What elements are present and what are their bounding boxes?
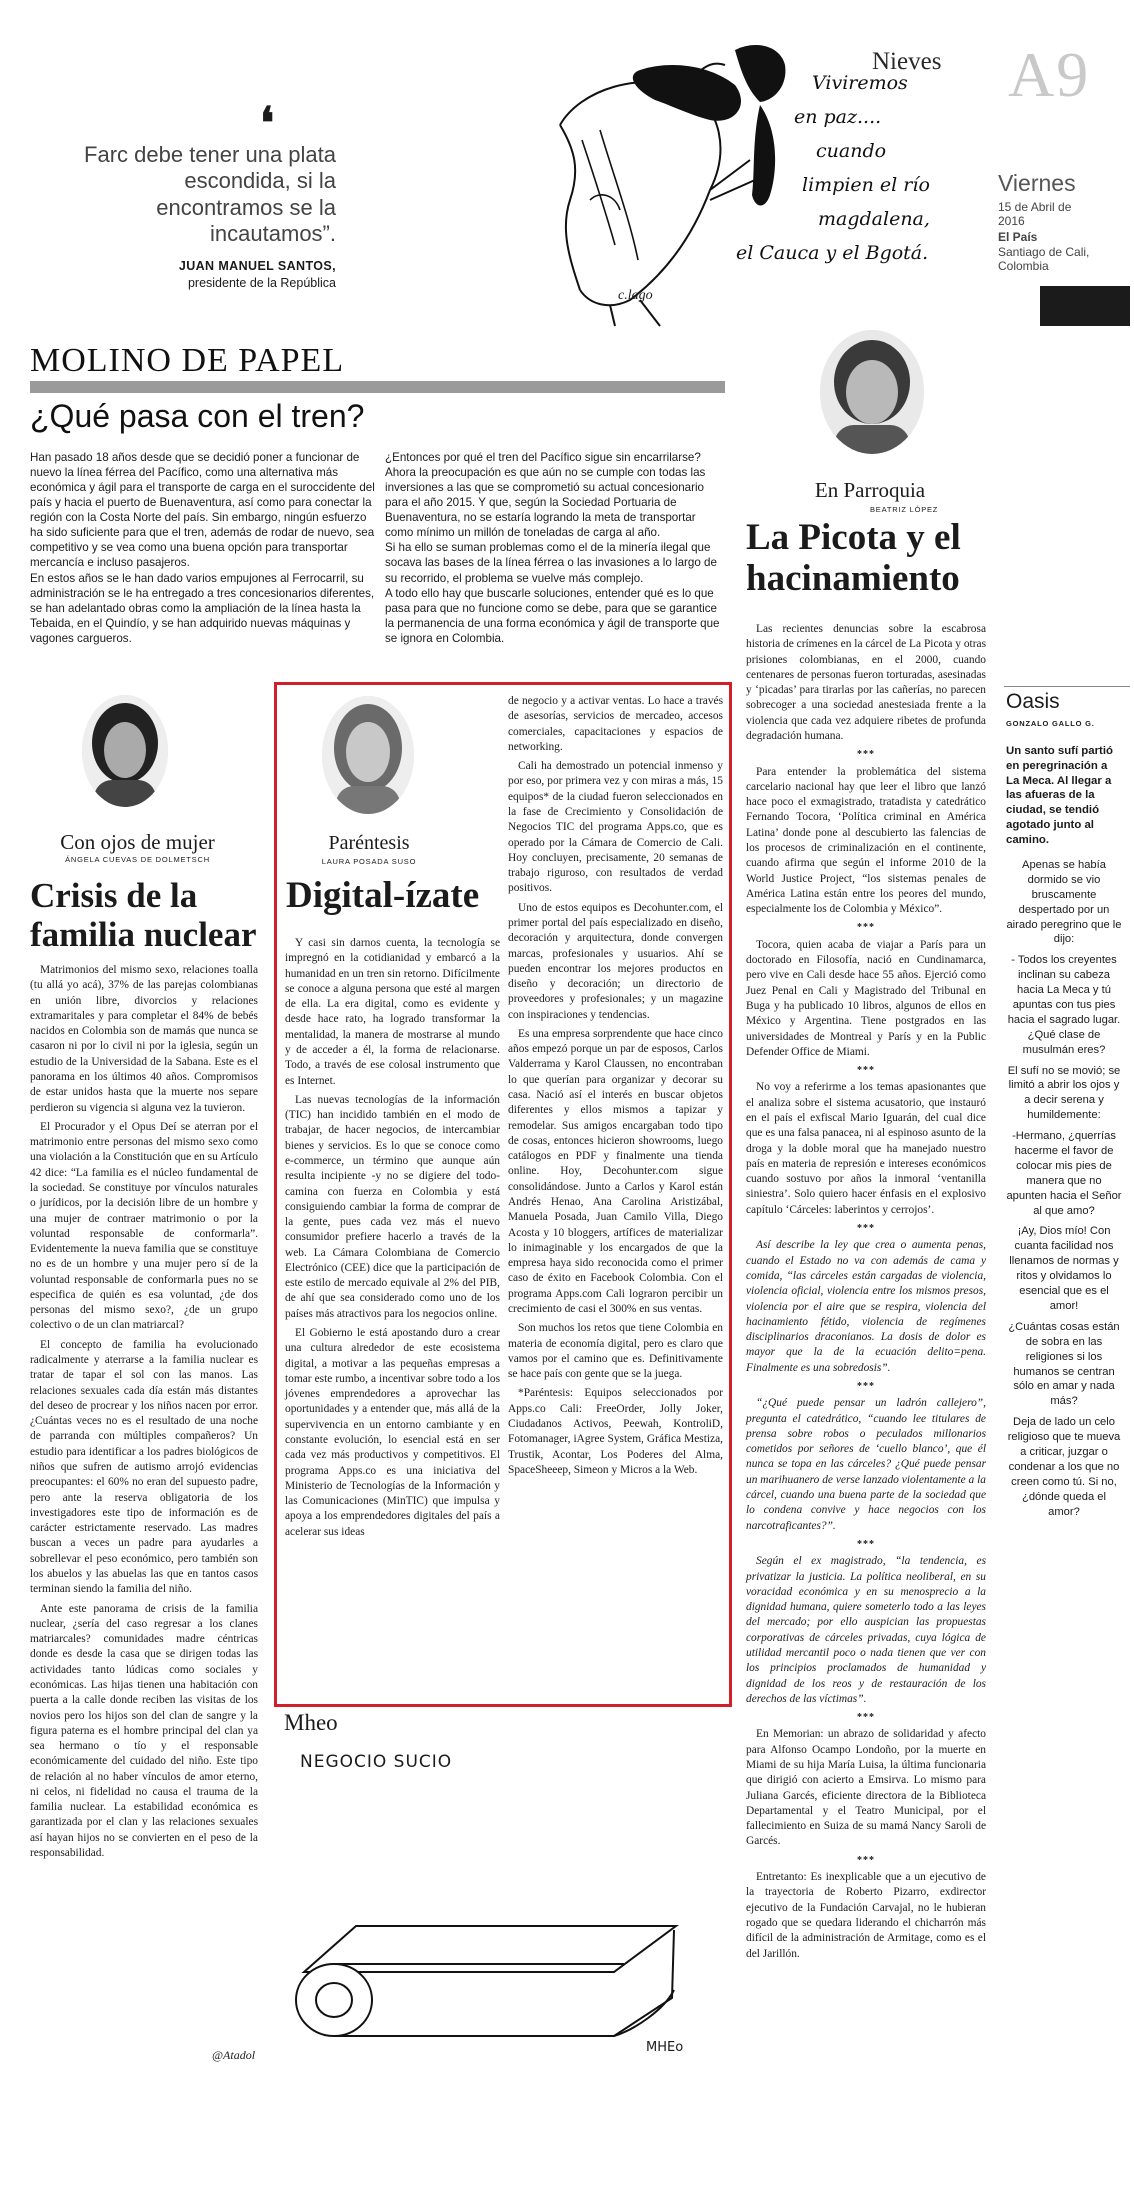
paragraph: -Hermano, ¿querrías hacerme el favor de colocar mis pies de manera que no apunten hacia el Señor al que amo? <box>1006 1130 1122 1217</box>
paragraph: Uno de estos equipos es Decohunter.com, el primer portal del país especializado en diseño, decoración y arquitectura, donde convergen marcas, profesionales y usuarios. Ahí se pueden encontrar los mejores productos en diseño y decoración; un directorio de proveedores y profesionales; y un magazine con inspiraciones y tendencias. <box>508 901 723 1021</box>
separator: *** <box>857 922 875 934</box>
ojos-body <box>30 963 258 1865</box>
paragraph: Apenas se había dormido se vio bruscamente despertado por un airado peregrino que le dijo: <box>1006 859 1122 946</box>
oasis-lead: Un santo sufí partió en peregrinación a La Meca. Al llegar a las afueras de la ciudad, se tendió agotado junto al camino. <box>1006 745 1113 846</box>
section-rule <box>30 381 725 393</box>
paragraph: ¡Ay, Dios mío! Con cuanta facilidad nos llenamos de normas y ritos y olvidamos lo esencial que es el amor! <box>1009 1225 1119 1312</box>
paragraph: *Paréntesis: Equipos seleccionados por Apps.co Cali: FreeOrder, Jolly Joker, Ciudadanos Activos, Peewah, KontroliD, Fotomanager, iAgree System, Gráfica Mestiza, Trustik, Acontar, Los Poderes del Alma, SpaceSheeep, Simeon y Micros a la Web. <box>508 1387 723 1476</box>
header-right-bar <box>1040 286 1130 326</box>
oasis-kicker: Oasis <box>1006 690 1060 713</box>
portrait-photo <box>82 695 168 807</box>
parentesis-col1 <box>285 936 500 1544</box>
separator: *** <box>857 1538 875 1550</box>
paragraph: Ante este panorama de crisis de la familia nuclear, ¿sería del caso regresar a los clanes matriarcales? comunidades madre céntricas donde es desde la casa que se dirigen todas las actividades tanto lúdicas como sociales y económicas. Las hijas tienen una habitación con puerta a la calle donde reciben las visitas de los novios pero los hijos son del clan de sangre y la figura paterna es el hombre principal del clan ya sea hermano o tío y el responsable económicamente del cuidado del niño. Este tipo de relación al no haber vínculos de amor eterno, ni celos, ni fidelidad no causa el trauma de la familia nuclear. La estabilidad económica es garantizada por el clan y las relaciones sexuales así hayan hijos no se convierten en el peso de la responsabilidad. <box>30 1602 258 1860</box>
paragraph: de negocio y a activar ventas. Lo hace a través de asesorías, servicios de mercadeo, accesos comerciales, capacitaciones y espacios de networking. <box>508 695 723 753</box>
paragraph: Entretanto: Es inexplicable que a un ejecutivo de la trayectoria de Roberto Pizarro, exdirector ejecutivo de la Fundación Carvajal, no le hubieran rogado que se quedara liderando el chicharrón más difícil de la administración de Armitage, como es el del Jarillón. <box>746 1871 986 1960</box>
parentesis-headline: Digital-ízate <box>286 875 480 916</box>
column-byline: BEATRIZ LÓPEZ <box>870 505 939 514</box>
paragraph: Así describe la ley que crea o aumenta penas, cuando el Estado no va con además de cama y comida, “las cárceles están cargadas de violencia, violencia oficial, violencia entre los mismos presos, violencia por el aire que se respira, violencia del hacinamiento fétido, violencia de regímenes disciplinarios draconianos. La dosis de dolor es mayor que la de la ecuación delito=pena. Finalmente es una sobredosis”. <box>746 1239 986 1374</box>
author-portrait-beatriz <box>820 330 924 454</box>
cartoon-bottom <box>284 1740 724 2070</box>
separator: *** <box>857 1380 875 1392</box>
cartoon-signature: c.lago <box>618 288 653 303</box>
paragraph: En Memorian: un abrazo de solidaridad y afecto para Alfonso Ocampo Londoño, por la muerte en Miami de su hija María Luisa, la última funcionaria que dirigió con acierto a Emsirva. Lo mismo para Juliana Garcés, eficiente directora de la Biblioteca Departamental y el Teatro Municipal, por el fallecimiento en Suiza de su mamá Nancy Saroli de Garcés. <box>746 1728 986 1848</box>
separator: *** <box>857 1223 875 1235</box>
paragraph: El sufí no se movió; se limitó a abrir los ojos y a decir serena y humildemente: <box>1007 1064 1121 1122</box>
parroquia-headline: La Picota y el hacinamiento <box>746 517 961 600</box>
separator: *** <box>857 1065 875 1077</box>
oasis-rule <box>1004 686 1130 687</box>
cartoon-signature: MHEo <box>646 2040 684 2055</box>
quote-mark-icon: ❛ <box>260 99 275 148</box>
author-handle: @Atadol <box>212 2048 256 2062</box>
caption-line: Viviremos <box>812 72 908 94</box>
cartoon-top <box>520 30 980 330</box>
paragraph: “¿Qué puede pensar un ladrón callejero”, pregunta el catedrático, “cuando lee titulares de prensa sobre robos o peculados millonarios cometidos por señores de ‘cuello blanco’, que él nunca se topa en las cárceles? ¿Qué puede pensar un marihuanero de verse lanzado violentamente a la cárcel, cuando una buena parte de la sociedad que lo condena convive y hace negocios con los narcotraficantes?”. <box>746 1397 986 1532</box>
paragraph: Según el ex magistrado, “la tendencia, es privatizar la justicia. La política neoliberal, en su voracidad económica y en su menosprecio a la dignidad humana, quiere someterlo todo a las leyes del mercado; por ello auspician las propuestas corporativas de cárceles privadas, cuya lógica de utilidad mercantil poco o nada tienen que ver con los principios proclamados de humanidad y dignidad de los reos y de restauración de los derechos de las víctimas”. <box>746 1555 986 1705</box>
edition-day: Viernes <box>998 170 1076 196</box>
portrait-photo <box>322 696 414 814</box>
section-title: MOLINO DE PAPEL <box>30 342 345 379</box>
column-byline: LAURA POSADA SUSO <box>321 857 417 866</box>
column-kicker: Con ojos de mujer <box>60 830 215 854</box>
column-kicker: Paréntesis <box>328 832 410 854</box>
author-portrait-angela <box>82 695 168 807</box>
page-number: A9 <box>1008 39 1091 110</box>
paragraph: El Gobierno le está apostando duro a crear una cultura alrededor de este ecosistema digital, a motivar a las pequeñas empresas a tomar este rumbo, a incentivar sobre todo a los jóvenes emprendedores a aprovechar las oportunidades y a entender que, más allá de la supervivencia en un entorno cambiante y en constante evolución, lo esencial está en ser cada vez más productivos y competitivos. El programa Apps.co es una iniciativa del Ministerio de Tecnologías de la Información y las Comunicaciones (MinTIC) que impulsa y apoya a los emprendedores digitales del país a acelerar sus ideas <box>285 1327 500 1538</box>
paragraph: Y casi sin darnos cuenta, la tecnología se impregnó en la cotidianidad y embarcó a la humanidad en un tren sin retorno. Difícilmente se conoce a alguna persona que esté al margen de ella. La era digital, como es evidente y desde hace rato, ha logrado transformar la mentalidad, la manera de mostrarse al mundo y de acceder a él, la forma de relacionarse. Todo, a través de ese colosal instrumento que es Internet. <box>285 937 500 1087</box>
author-portrait-laura <box>322 696 414 814</box>
edition-paper: El País <box>998 230 1038 244</box>
caption-line: limpien el río <box>802 174 930 196</box>
oasis-byline: GONZALO GALLO G. <box>1006 719 1095 728</box>
separator: *** <box>857 1854 875 1866</box>
quote-text: Farc debe tener una plata escondida, si la encontramos se la incautamos”. <box>84 142 336 247</box>
quote-author: JUAN MANUEL SANTOS, <box>178 259 336 273</box>
caption-line: cuando <box>816 140 887 162</box>
molino-col1: Han pasado 18 años desde que se decidió poner a funcionar de nuevo la línea férrea del Pacífico, como una alternativa más económica y ágil para el transporte de carga en el suroccidente del país y hacia el puerto de Buenaventura, así como para conectar la región con la Costa Norte del país. Sin embargo, ningún esfuerzo ha sido suficiente para que el tren, además de rodar de nuevo, sea competitivo y se vea como una buena opción para transportar mercancía e incluso pasajeros. En estos años se le han dado varios empujones al Ferrocarril, su administración se le ha entregado a tres concesionarios diferentes, se han adelantado obras como la ampliación de la línea hasta la Tebaida, en el Quindío, y se han adquirido nuevas máquinas y vagones cargueros. <box>30 451 375 645</box>
column-kicker: En Parroquia <box>814 478 926 502</box>
paragraph: Tocora, quien acaba de viajar a París para un doctorado en Filosofía, nació en Cundinamarca, pero vive en Cali desde hace 55 años. Ejerció como Juez Penal en Cali y Magistrado del Tribunal en Buga y ha publicado 10 libros, algunos de ellos en México y Argentina. Tiene postgrados en las universidades de Montreal y París y en la Public Defender Office de Miami. <box>746 938 986 1058</box>
paragraph: Cali ha demostrado un potencial inmenso y por eso, por primera vez y con miras a más, 15 equipos* de la ciudad fueron seleccionados en la fase de Crecimiento y Consolidación de Negocios TIC del programa Apps.co, que es operado por la Cámara de Comercio de Cali. Hoy concluyen, precisamente, 20 semanas de trabajo riguroso, con resultados de verdad positivos. <box>508 760 723 895</box>
caption-line: el Cauca y el Bgotá. <box>736 242 929 264</box>
paragraph: No voy a referirme a los temas apasionantes que el analiza sobre el sistema acusatorio, que instauró en el país el exfiscal Mario Iguarán, del cual dice que es una falsa panacea, ni al espinoso asunto de la droga y la doble moral que ha manejado nuestro país en materia de represión e intereses económicos cuando sostuvo por años la inmoral ‘ventanilla siniestra’. Solo quiero hacer énfasis en el explosivo capítulo ‘Cárceles: laberintos y cerrojos’. <box>746 1081 986 1216</box>
paragraph: ¿Cuántas cosas están de sobra en las religiones si los humanos se centran sólo en amar y nada más? <box>1008 1320 1120 1408</box>
parentesis-col2 <box>508 694 723 1482</box>
ojos-headline: Crisis de la familia nuclear <box>30 876 257 955</box>
cartoon-label: Mheo <box>284 1710 338 1735</box>
molino-col2: ¿Entonces por qué el tren del Pacífico sigue sin encarrilarse? Ahora la preocupación es que aún no se cumple con todas las inversiones a las que se comprometió su actual concesionario para el año 2015. Y que, según la Sociedad Portuaria de Buenaventura, no se estaría logrando la meta de transportar como mínimo un millón de toneladas de carga al año. Si ha ello se suman problemas como el de la minería ilegal que socava las bases de la línea férrea o las invasiones a lo largo de su recorrido, el problema se vuelve más complejo. A todo ello hay que buscarle soluciones, entender qué es lo que pasa para que no funcione como se debe, para que se garantice la permanencia de una forma económica y ágil de transporte que se ignora en Colombia. <box>385 451 720 645</box>
paragraph: Matrimonios del mismo sexo, relaciones toalla (tu allá yo acá), 37% de las parejas colombianas en unión libre, divorcios y relaciones extramaritales y para completar el 84% de bebés nacidos en Colombia son de mamás que nunca se casaron ni por lo civil ni por la iglesia, según un estudio de la Universidad de la Sabana. Este es el panorama en los últimos 40 años. Compromisos de estar unidos hasta que la muerte nos separe perdieron su vigencia si alguna vez la tuvieron. <box>30 964 258 1114</box>
portrait-photo <box>820 330 924 454</box>
paragraph: Son muchos los retos que tiene Colombia en materia de economía digital, pero es claro que vamos por el camino que es. Definitivamente se hace país con gente que se la juega. <box>508 1322 723 1381</box>
molino-headline: ¿Qué pasa con el tren? <box>30 398 365 434</box>
separator: *** <box>857 749 875 761</box>
edition-date: 15 de Abril de 2016 <box>998 200 1072 229</box>
paragraph: - Todos los creyentes inclinan su cabeza hacia La Meca y tú apuntas con tus pies hacia el sagrado lugar. ¿Qué clase de musulmán eres? <box>1007 954 1121 1056</box>
paragraph: Las recientes denuncias sobre la escabrosa historia de crímenes en la cárcel de La Picota y otras prisiones colombianas, en el 2000, cuando centenares de personas fueron torturadas, asesinadas y ‘picadas’ para tirarlas por las cañerías, no parecen sobrecoger a una sociedad anestesiada frente a la violencia que cada vez adquiere ribetes de profunda degradación humana. <box>746 623 986 742</box>
caption-line: en paz.... <box>794 106 882 128</box>
cartoon-caption <box>736 66 982 270</box>
column-byline: ÁNGELA CUEVAS DE DOLMETSCH <box>65 855 210 864</box>
cartoon-caption: NEGOCIO SUCIO <box>300 1752 453 1772</box>
cartoon-drawing <box>284 1740 724 2070</box>
edition-location: Santiago de Cali, Colombia <box>998 245 1090 274</box>
parroquia-body <box>746 622 986 1966</box>
paragraph: Es una empresa sorprendente que hace cinco años empezó porque un par de esposos, Carlos Valderrama y Karol Claussen, no encontraban lo que querían para organizar y decorar su casa. Nació así el interés en buscar objetos diferentes y ellos mismos a tapizar y remodelar. Sus amigos encargaban todo tipo de cosas, entonces hicieron showrooms, luego catálogos en PDF y finalmente una tienda online. Hoy, Decohunter.com sigue consolidándose. Junto a Carlos y Karol están Andrés Henao, Ana Carolina Aristizábal, Manuela Posada, Juan Camilo Villa, Diego Acosta y 10 bloggers, artífices de materializar lo inimaginable y los encargados de que la empresa haya sido reconocida como el primer caso de éxito en Facebook Colombia. Con el programa Apps.com Cali lograron percibir un crecimiento de casi el 300% en sus ventas. <box>508 1027 723 1315</box>
caption-line: magdalena, <box>818 208 930 230</box>
paragraph: Para entender la problemática del sistema carcelario nacional hay que leer el libro que lanzó hace poco el exmagistrado, tratadista y catedrático Fernando Tocora, ‘Política criminal en América Latina’ donde pone al descubierto las falencias de los procesos de criminalización en el continente, cuando afirma que según el informe 2010 de la World Justice Project, “los sistemas penales de América Latina están entre los peores del mundo, especialmente los de Colombia y México”. <box>746 765 986 916</box>
paragraph: Las nuevas tecnologías de la información (TIC) han incidido también en el modo de trabajar, de hacer negocios, de intercambiar bienes y servicios. Es lo que se conoce como e-commerce, un término que aunque aún resulta incipiente -y no se digiere del todo- camina con fuerza en Colombia y está consiguiendo cambiar la forma de comprar de la gente, pues cada vez más el nuevo consumidor prefiere hacerlo a través de la web. La Cámara Colombiana de Comercio Electrónico (CEE) dice que la participación de este estilo de mercado equivale al 2% del PIB, de ahí que sea considerado como uno de los países más atractivos para los negocios online. <box>285 1093 500 1320</box>
separator: *** <box>857 1712 875 1724</box>
quote-role: presidente de la República <box>187 276 336 290</box>
oasis-body <box>1006 858 1122 1525</box>
paragraph: El concepto de familia ha evolucionado radicalmente y aterrarse a la familia nuclear es tratar de tapar el sol con las manos. Las relaciones sexuales cada día están más distantes del deseo de procrear y los niños nacen por error. ¿Cuántas veces no es el resultado de una noche de parranda con múltiples compañeros? Un estudio para identificar a los padres biológicos de niños que sufren de autismo arrojó evidencias preocupantes: el 60% no eran del supuesto padre, pero ante la reserva obligatoria de los investigadores este tipo de información es de carácter estrictamente reservado. Las madres buscan a veces un padre para ayudarles a sobrellevar el peso económico, pero también son los abuelos y las abuelas las que en tantos casos terminan siendo la familia del niño. <box>30 1338 258 1596</box>
paragraph: Deja de lado un celo religioso que te mueva a criticar, juzgar o condenar a los que no creen como tú. Si no, ¿dónde queda el amor? <box>1007 1416 1121 1518</box>
paragraph: El Procurador y el Opus Deí se aterran por el matrimonio entre personas del mismo sexo como una violación a la Constitución que en su Artículo 42 dice: “La familia es el núcleo fundamental de la sociedad. Se constituye por vínculos naturales o jurídicos, por la decisión libre de un hombre y una mujer de contraer matrimonio o por la voluntad responsable de conformarla”. Evidentemente la nueva familia que se constituye no es de un hombre y una mujer pero sí de la voluntad responsable de conformarla pues no se especifica de quién es esa voluntad, ¿de dos personas del mismo sexo?, ¿de un grupo colectivo o de un clan matriarcal? <box>30 1120 258 1332</box>
section-name: Nieves <box>872 48 942 75</box>
